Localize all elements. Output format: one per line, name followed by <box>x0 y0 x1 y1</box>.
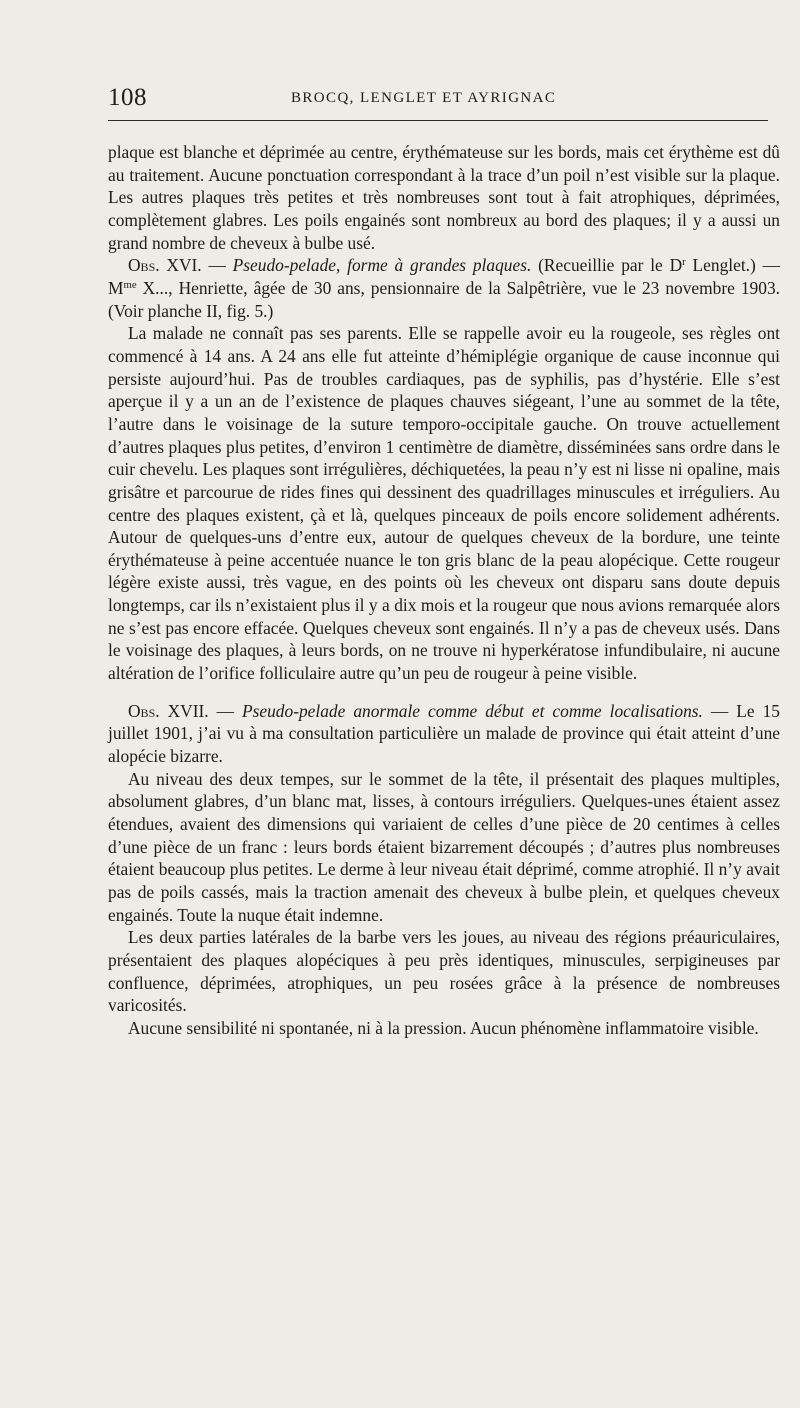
page-number: 108 <box>108 84 147 111</box>
observation-title: Pseudo-pelade anormale comme début et comme localisations. <box>242 700 703 721</box>
header-rule <box>108 120 768 121</box>
observation-xvi-heading <box>108 254 780 322</box>
paragraph-temples: Au niveau des deux tempes, sur le sommet de la tête, il présentait des plaques multiples, absolument glabres, d’un blanc mat, lisses, à contours irréguliers. Quelques-unes étaient assez étendues, avaient des dimensions qui variaient de celles d’une pièce de 20 centimes à celles d’une pièce de un franc : leurs bords étaient bizarrement découpés ; d’autres plus nombreuses étaient beaucoup plus petites. Le derme à leur niveau était déprimé, comme atrophié. Il n’y avait pas de poils cassés, mais la traction amenait des cheveux à bulbe plein, et quelques cheveux engainés. Toute la nuque était indemne. <box>108 768 780 925</box>
paragraph-clinical-description: La malade ne connaît pas ses parents. Elle se rappelle avoir eu la rougeole, ses règles ont commencé à 14 ans. A 24 ans elle fut atteinte d’hémiplégie organique de cause inconnue qui persiste aujourd’hui. Pas de troubles cardiaques, pas de syphilis, pas d’hystérie. Elle s’est aperçue il y a un an de l’existence de plaques chauves siégeant, l’une au sommet de la tête, l’autre dans le voisinage de la suture temporo-occipitale gauche. On trouve actuellement d’autres plaques plus petites, d’environ 1 centimètre de diamètre, disséminées sans ordre dans le cuir chevelu. Les plaques sont irrégulières, déchiquetées, la peau n’y est ni lisse ni opaline, mais grisâtre et parcourue de rides fines qui dessinent des quadrillages minuscules et irréguliers. Au centre des plaques existent, çà et là, quelques pinceaux de poils encore solidement adhérents. Autour de quelques-uns d’entre eux, autour de quelques cheveux de la bordure, une teinte érythémateuse à peine accentuée nuance le ton gris blanc de la peau alopécique. Cette rougeur légère existe aussi, très vague, en des points où les cheveux ont disparu sans doute depuis longtemps, car ils n’existaient plus il y a dix mois et la rougeur que nous avions remarquée alors ne s’est pas encore effacée. Quelques cheveux sont engainés. Il n’y a pas de cheveux usés. Dans le voisinage des plaques, à leurs bords, on ne trouve ni hyperkératose infundibulaire, ni aucune altération de l’orifice folliculaire autre qu’un peu de rougeur à peine visible. <box>108 323 780 684</box>
paragraph-sensibility: Aucune sensibilité ni spontanée, ni à la pression. Aucun phénomène inflammatoire visible. <box>128 1017 759 1038</box>
observation-text: (Recueillie par le D <box>531 255 683 276</box>
page-header <box>108 84 768 114</box>
observation-xvii-heading <box>108 700 780 768</box>
em-dash: — <box>208 700 242 721</box>
observation-title: Pseudo-pelade, forme à grandes plaques. <box>232 255 532 276</box>
paragraph-beard: Les deux parties latérales de la barbe vers les joues, au niveau des régions préauriculaires, présentaient des plaques alopéciques à peu près identiques, minuscules, serpigineuses par confluence, déprimées, atrophiques, un peu rosées grâce à la présence de nombreuses varicosités. <box>108 927 780 1016</box>
em-dash: — <box>201 255 233 276</box>
observation-text: Lenglet.) — M <box>108 255 780 298</box>
paragraph-continuation: plaque est blanche et déprimée au centre, érythémateuse sur les bords, mais cet érythème est dû au traitement. Aucune ponctuation correspondant à la trace d’un poil n’est visible sur la plaque. Les autres plaques très petites et très nombreuses sont tout à fait atrophiques, déprimées, complètement glabres. Les poils engainés sont nombreux au bord des plaques; il y a aussi un grand nombre de cheveux à bulbe usé. <box>108 142 780 253</box>
observation-text: — Le 15 juillet 1901, j’ai vu à ma consultation particulière un malade de province qui était atteint d’une alopécie bizarre. <box>108 700 780 767</box>
observation-label: Obs. XVII. <box>128 700 209 721</box>
superscript-mme: me <box>123 279 137 292</box>
running-head: BROCQ, LENGLET ET AYRIGNAC <box>291 90 557 106</box>
observation-label: Obs. XVI. <box>128 255 202 276</box>
superscript-dr: r <box>682 256 686 269</box>
text-body <box>108 141 780 1040</box>
observation-text: X..., Henriette, âgée de 30 ans, pensionnaire de la Salpêtrière, vue le 23 novembre 1903. (Voir planche II, fig. 5.) <box>108 277 780 321</box>
